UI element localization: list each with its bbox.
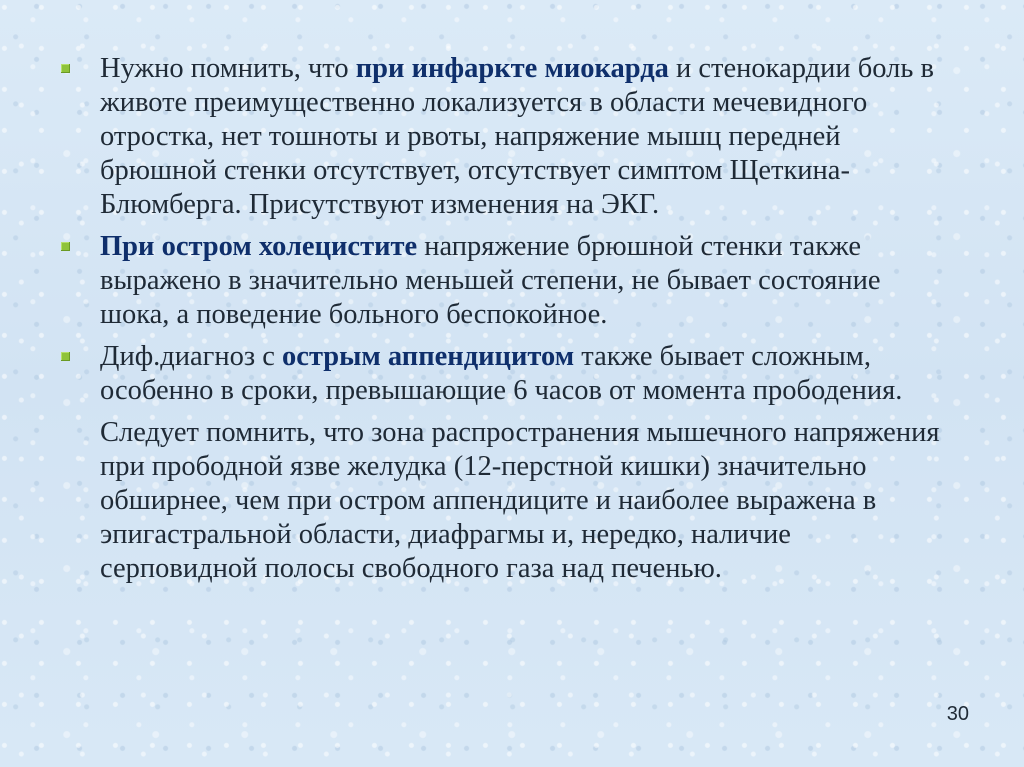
bullet-paragraph-appendicitis — [60, 340, 950, 408]
paragraph-muscle-tension — [60, 416, 950, 586]
text-segment: и стенокардии боль в животе преимущественно локализуется в области мечевидного отростка, нет тошноты и рвоты, напряжение мышц передней брюшной стенки отсутствует, отсутствует симптом Щеткина-Блюмберга. Присутствуют изменения на ЭКГ. — [100, 53, 934, 220]
bold-term: при инфаркте миокарда — [355, 53, 669, 84]
page-number: 30 — [946, 703, 969, 725]
text-segment: Следует помнить, что зона распространения мышечного напряжения при прободной язве желудка (12-перстной кишки) значительно обширнее, чем при остром аппендиците и наиболее выражена в эпигастральной области, диафрагмы и, нередко, наличие серповидной полосы свободного газа над печенью. — [100, 417, 940, 584]
bold-term: При остром холецистите — [100, 231, 418, 262]
bullet-paragraph-infarction — [60, 52, 950, 222]
text-segment: Диф.диагноз с — [100, 341, 283, 372]
square-bullet-icon — [61, 242, 70, 251]
square-bullet-icon — [61, 352, 70, 361]
text-segment: также бывает сложным, особенно в сроки, превышающие 6 часов от момента прободения. — [100, 341, 903, 406]
slide-content — [60, 52, 950, 594]
bold-term: острым аппендицитом — [282, 341, 575, 372]
text-segment: Нужно помнить, что — [100, 53, 356, 84]
square-bullet-icon — [61, 64, 70, 73]
bullet-paragraph-cholecystitis — [60, 230, 950, 332]
text-segment: напряжение брюшной стенки также выражено в значительно меньшей степени, не бывает состояние шока, а поведение больного беспокойное. — [100, 231, 881, 330]
